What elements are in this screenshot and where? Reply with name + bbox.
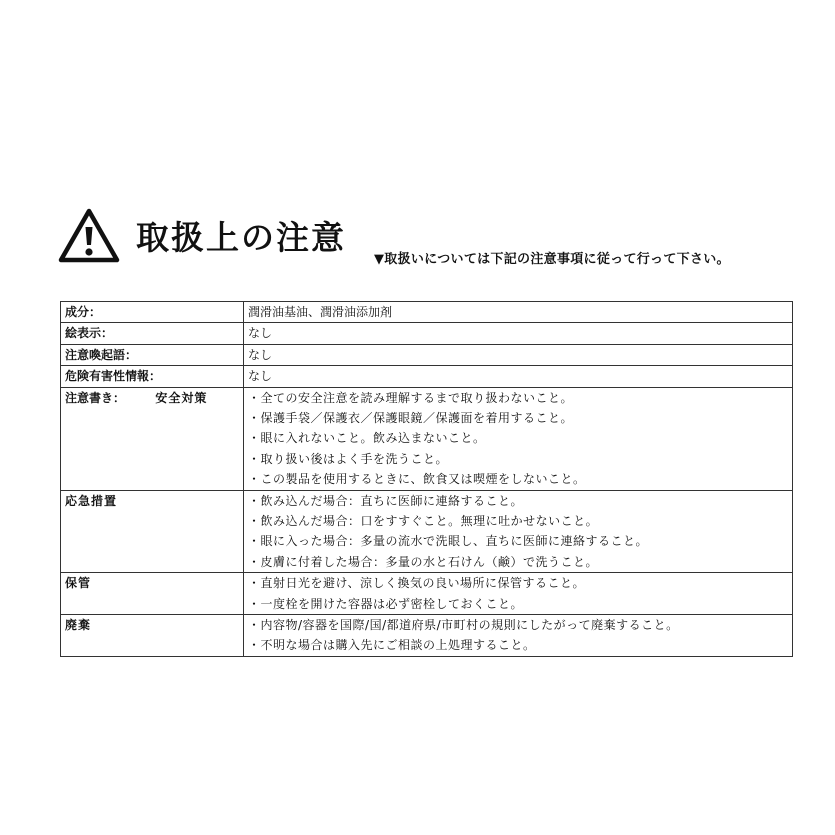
row-value: なし — [244, 323, 793, 344]
list-item: ・この製品を使用するときに、飲食又は喫煙をしないこと。 — [248, 472, 586, 487]
list-item: ・直射日光を避け、涼しく換気の良い場所に保管すること。 — [248, 576, 586, 591]
section-items — [244, 387, 793, 490]
table-row — [61, 302, 793, 323]
table-row — [61, 323, 793, 344]
row-value: なし — [244, 344, 793, 365]
list-item: ・一度栓を開けた容器は必ず密栓しておくこと。 — [248, 596, 524, 611]
list-item: ・眼に入れないこと。飲み込まないこと。 — [248, 431, 486, 446]
notes-label: 注意書き： — [65, 390, 126, 405]
page-subtitle: ▼取扱いについては下記の注意事項に従って行って下さい。 — [374, 252, 730, 267]
header — [58, 208, 798, 268]
table-row — [61, 344, 793, 365]
page-title: 取扱上の注意 — [136, 218, 346, 257]
row-label: 絵表示： — [61, 323, 244, 344]
section-label: 安全対策 — [155, 390, 208, 405]
list-item: ・飲み込んだ場合：直ちに医師に連絡すること。 — [248, 493, 524, 508]
row-label: 危険有害性情報： — [61, 366, 244, 387]
section-items — [244, 490, 793, 573]
list-item: ・飲み込んだ場合：口をすすぐこと。無理に吐かせないこと。 — [248, 513, 599, 528]
list-item: ・全ての安全注意を読み理解するまで取り扱わないこと。 — [248, 390, 574, 405]
safety-table — [60, 301, 793, 657]
section-safety — [61, 387, 793, 490]
section-disposal — [61, 614, 793, 656]
list-item: ・眼に入った場合：多量の流水で洗眼し、直ちに医師に連絡すること。 — [248, 534, 649, 549]
section-label: 保管 — [65, 576, 92, 591]
section-items — [244, 614, 793, 656]
list-item: ・内容物/容器を国際/国/都道府県/市町村の規則にしたがって廃棄すること。 — [248, 617, 679, 632]
list-item: ・皮膚に付着した場合：多量の水と石けん（鹸）で洗うこと。 — [248, 554, 599, 569]
row-label: 成分： — [61, 302, 244, 323]
section-label-cell — [61, 573, 244, 615]
section-first-aid — [61, 490, 793, 573]
section-label-cell — [61, 614, 244, 656]
row-value: なし — [244, 366, 793, 387]
section-items — [244, 573, 793, 615]
section-label-cell — [61, 490, 244, 573]
list-item: ・不明な場合は購入先にご相談の上処理すること。 — [248, 638, 536, 653]
section-label-cell — [61, 387, 244, 490]
section-label: 応急措置 — [65, 493, 118, 508]
row-label: 注意喚起語： — [61, 344, 244, 365]
row-value: 潤滑油基油、潤滑油添加剤 — [244, 302, 793, 323]
section-storage — [61, 573, 793, 615]
section-label: 廃棄 — [65, 617, 92, 632]
warning-triangle-icon — [58, 208, 120, 264]
table-row — [61, 366, 793, 387]
list-item: ・取り扱い後はよく手を洗うこと。 — [248, 451, 449, 466]
list-item: ・保護手袋／保護衣／保護眼鏡／保護面を着用すること。 — [248, 411, 574, 426]
